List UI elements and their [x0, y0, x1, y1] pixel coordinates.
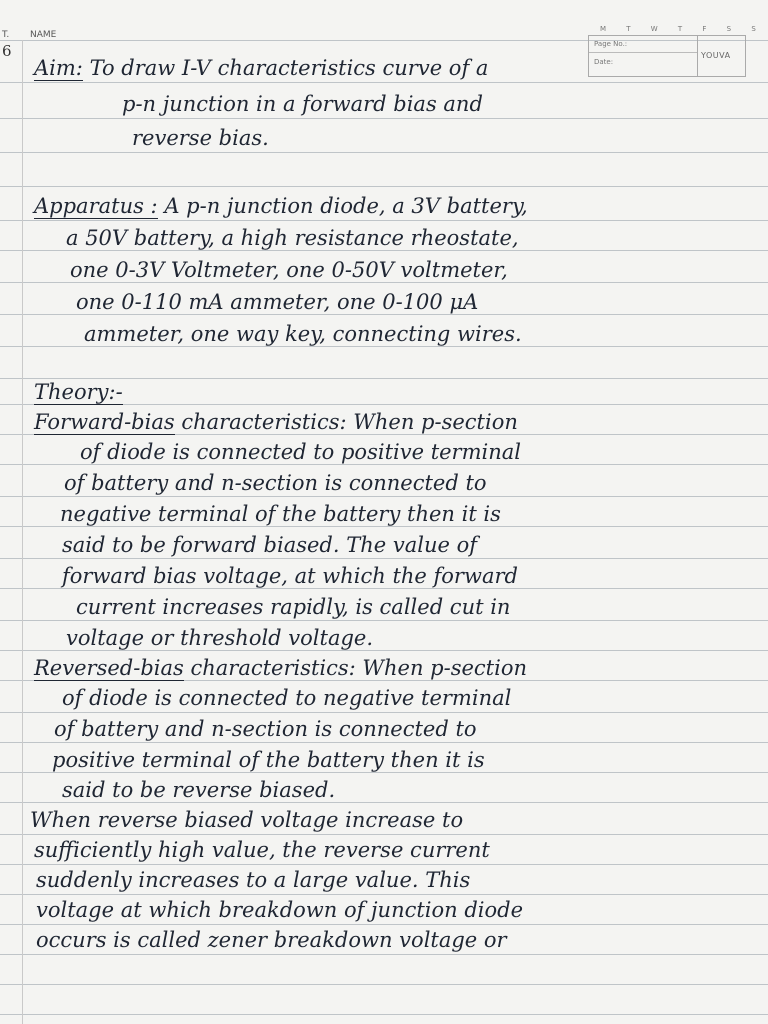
page-no-label: Page No.:: [594, 40, 628, 48]
ruled-line: [0, 378, 768, 379]
ruled-line: [0, 620, 768, 621]
ruled-line: [0, 496, 768, 497]
box-divider: [697, 36, 698, 76]
ruled-line: [0, 186, 768, 187]
apparatus-line-1: [34, 194, 528, 218]
ruled-line: [0, 220, 768, 221]
ruled-line: [0, 834, 768, 835]
breakdown-line-3: suddenly increases to a large value. This: [36, 868, 471, 892]
forward-line-7: current increases rapidly, is called cut in: [76, 595, 511, 619]
breakdown-line-5: occurs is called zener breakdown voltage or: [36, 928, 507, 952]
reverse-line-3: of battery and n-section is connected to: [54, 717, 477, 741]
page-number: 6: [2, 42, 12, 60]
date-label: Date:: [594, 58, 614, 66]
ruled-line: [0, 464, 768, 465]
ruled-line: [0, 650, 768, 651]
forward-bias-heading: Forward-bias: [34, 410, 175, 434]
ruled-line: [0, 346, 768, 347]
forward-first-text: characteristics: When p-section: [181, 410, 518, 434]
ruled-line: [0, 118, 768, 119]
ruled-line: [0, 82, 768, 83]
apparatus-line-5: ammeter, one way key, connecting wires.: [84, 322, 522, 346]
ruled-line: [0, 152, 768, 153]
breakdown-line-2: sufficiently high value, the reverse current: [34, 838, 490, 862]
ruled-line: [0, 802, 768, 803]
aim-line-3: reverse bias.: [132, 126, 269, 150]
aim-heading: Aim:: [34, 56, 83, 80]
reverse-line-4: positive terminal of the battery then it is: [52, 748, 485, 772]
ruled-line: [0, 250, 768, 251]
forward-line-4: negative terminal of the battery then it is: [60, 502, 501, 526]
aim-line-1: [34, 56, 488, 80]
aim-line-2: p-n junction in a forward bias and: [122, 92, 483, 116]
ruled-line: [0, 526, 768, 527]
weekday-strip: M T W T F S S: [600, 25, 765, 33]
reverse-first-text: characteristics: When p-section: [190, 656, 528, 680]
ruled-line: [0, 558, 768, 559]
apparatus-heading: Apparatus :: [34, 194, 158, 218]
ruled-line: [0, 772, 768, 773]
ruled-line: [0, 864, 768, 865]
name-label: NAME: [30, 30, 57, 40]
ruled-line: [0, 924, 768, 925]
ruled-line: [0, 894, 768, 895]
apparatus-line-4: one 0-110 mA ammeter, one 0-100 μA: [76, 290, 479, 314]
apparatus-line-3: one 0-3V Voltmeter, one 0-50V voltmeter,: [70, 258, 508, 282]
ruled-line: [0, 314, 768, 315]
forward-line-6: forward bias voltage, at which the forward: [62, 564, 518, 588]
breakdown-line-4: voltage at which breakdown of junction diode: [36, 898, 524, 922]
apparatus-line-2: a 50V battery, a high resistance rheostate,: [66, 226, 519, 250]
ruled-line: [0, 712, 768, 713]
forward-line-3: of battery and n-section is connected to: [64, 471, 487, 495]
forward-line-5: said to be forward biased. The value of: [62, 533, 477, 557]
ruled-line: [0, 954, 768, 955]
apparatus-text: A p-n junction diode, a 3V battery,: [164, 194, 528, 218]
forward-line-1: [34, 410, 518, 434]
theory-heading-line: [34, 380, 123, 404]
breakdown-line-1: When reverse biased voltage increase to: [30, 808, 464, 832]
page-date-box: [588, 35, 746, 77]
margin-line: [22, 40, 23, 1024]
ruled-line: [0, 282, 768, 283]
reverse-line-1: [34, 656, 527, 680]
reverse-line-2: of diode is connected to negative terminal: [62, 686, 512, 710]
box-divider: [589, 52, 697, 53]
header-t-label: T.: [2, 30, 10, 40]
forward-line-2: of diode is connected to positive terminal: [80, 440, 521, 464]
reverse-bias-heading: Reversed-bias: [34, 656, 184, 680]
ruled-line: [0, 1014, 768, 1015]
ruled-line: [0, 588, 768, 589]
ruled-line: [0, 742, 768, 743]
theory-heading: Theory:-: [34, 380, 123, 404]
ruled-line: [0, 984, 768, 985]
reverse-line-5: said to be reverse biased.: [62, 778, 336, 802]
brand-logo: YOUVA: [701, 51, 731, 60]
aim-text: To draw I-V characteristics curve of a: [89, 56, 489, 80]
forward-line-8: voltage or threshold voltage.: [66, 626, 374, 650]
